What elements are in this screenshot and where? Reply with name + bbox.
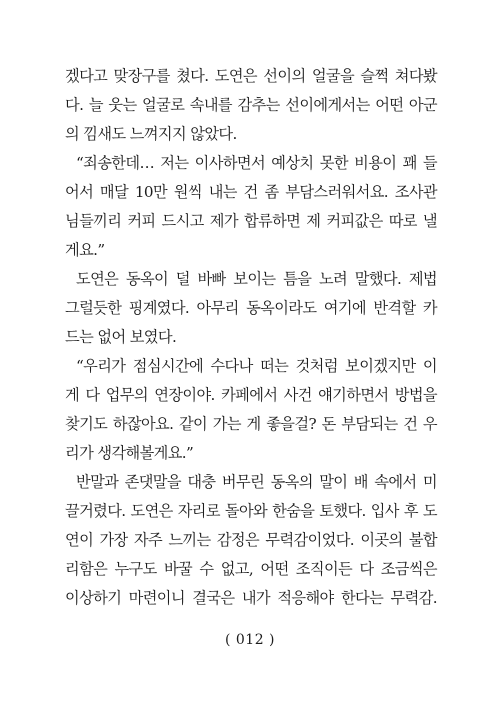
text-line: “우리가 점심시간에 수다나 떠는 것처럼 보이겠지만 이 <box>76 357 437 375</box>
text-line: “죄송한데… 저는 이사하면서 예상치 못한 비용이 꽤 들 <box>76 154 437 172</box>
text-line: 다. 늘 웃는 얼굴로 속내를 감추는 선이에게서는 어떤 아군 <box>65 96 437 114</box>
text-line: 게요.” <box>65 241 105 259</box>
text-line: 반말과 존댓말을 대충 버무린 동옥의 말이 배 속에서 미 <box>76 473 437 491</box>
text-line: 리가 생각해볼게요.” <box>65 444 194 462</box>
text-line: 리함은 누구도 바꿀 수 없고, 어떤 조직이든 다 조금씩은 <box>65 560 437 578</box>
page-number: ( 012 ) <box>224 632 276 648</box>
text-line: 연이 가장 자주 느끼는 감정은 무력감이었다. 이곳의 불합 <box>65 531 437 549</box>
text-line: 찾기도 하잖아요. 같이 가는 게 좋을걸? 돈 부담되는 건 우 <box>65 415 437 433</box>
text-line: 게 다 업무의 연장이야. 카페에서 사건 얘기하면서 방법을 <box>65 386 437 404</box>
text-line: 이상하기 마련이니 결국은 내가 적응해야 한다는 무력감. <box>65 589 437 607</box>
text-line: 님들끼리 커피 드시고 제가 합류하면 제 커피값은 따로 낼 <box>65 212 437 230</box>
text-line: 그럴듯한 핑계였다. 아무리 동옥이라도 여기에 반격할 카 <box>65 299 437 317</box>
text-line: 도연은 동옥이 덜 바빠 보이는 틈을 노려 말했다. 제법 <box>76 270 437 288</box>
text-line: 겠다고 맞장구를 쳤다. 도연은 선이의 얼굴을 슬쩍 쳐다봤 <box>65 67 437 85</box>
text-line: 드는 없어 보였다. <box>65 328 177 346</box>
text-line: 어서 매달 10만 원씩 내는 건 좀 부담스러워서요. 조사관 <box>65 183 437 201</box>
body-text <box>65 62 437 613</box>
text-line: 의 낌새도 느껴지지 않았다. <box>65 125 237 143</box>
text-line: 끌거렸다. 도연은 자리로 돌아와 한숨을 토했다. 입사 후 도 <box>65 502 437 520</box>
